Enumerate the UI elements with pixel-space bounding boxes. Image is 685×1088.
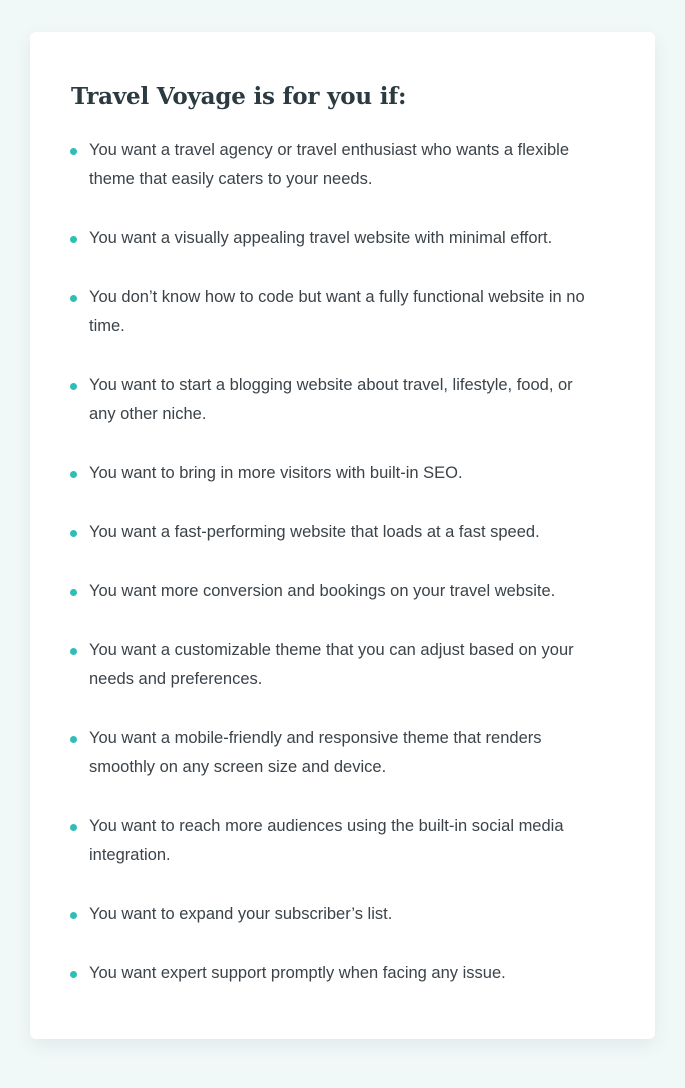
card-title: Travel Voyage is for you if: xyxy=(71,83,407,110)
bullet-dot-icon xyxy=(70,236,77,243)
bullet-dot-icon xyxy=(70,295,77,302)
list-item xyxy=(70,136,599,194)
list-item xyxy=(70,636,599,694)
list-item xyxy=(70,224,599,253)
list-item xyxy=(70,371,599,429)
list-item-text: You want expert support promptly when facing any issue. xyxy=(89,964,506,982)
list-item xyxy=(70,900,599,929)
list-item-text: You want to start a blogging website about travel, lifestyle, food, or any other niche. xyxy=(89,376,573,423)
list-item-text: You want a fast-performing website that loads at a fast speed. xyxy=(89,523,540,541)
bullet-dot-icon xyxy=(70,912,77,919)
list-item-text: You want a visually appealing travel website with minimal effort. xyxy=(89,229,553,247)
bullet-dot-icon xyxy=(70,383,77,390)
bullet-dot-icon xyxy=(70,148,77,155)
bullet-dot-icon xyxy=(70,471,77,478)
bullet-dot-icon xyxy=(70,589,77,596)
bullet-dot-icon xyxy=(70,736,77,743)
list-item-text: You want to reach more audiences using the built-in social media integration. xyxy=(89,817,564,864)
list-item-text: You want to bring in more visitors with built-in SEO. xyxy=(89,464,463,482)
list-item-text: You want a travel agency or travel enthusiast who wants a flexible theme that easily caters to your needs. xyxy=(89,141,569,188)
list-item-text: You don’t know how to code but want a fully functional website in no time. xyxy=(89,288,585,335)
bullet-dot-icon xyxy=(70,971,77,978)
list-item xyxy=(70,283,599,341)
list-item xyxy=(70,518,599,547)
list-item-text: You want more conversion and bookings on your travel website. xyxy=(89,582,556,600)
list-item-text: You want a mobile-friendly and responsive theme that renders smoothly on any screen size and device. xyxy=(89,729,542,776)
list-item xyxy=(70,577,599,606)
list-item xyxy=(70,959,599,988)
feature-card xyxy=(30,32,655,1039)
list-item-text: You want to expand your subscriber’s list. xyxy=(89,905,393,923)
bullet-dot-icon xyxy=(70,530,77,537)
list-item xyxy=(70,812,599,870)
list-item-text: You want a customizable theme that you can adjust based on your needs and preferences. xyxy=(89,641,574,688)
bullet-dot-icon xyxy=(70,648,77,655)
reasons-list xyxy=(70,136,615,988)
list-item xyxy=(70,459,599,488)
list-item xyxy=(70,724,599,782)
bullet-dot-icon xyxy=(70,824,77,831)
